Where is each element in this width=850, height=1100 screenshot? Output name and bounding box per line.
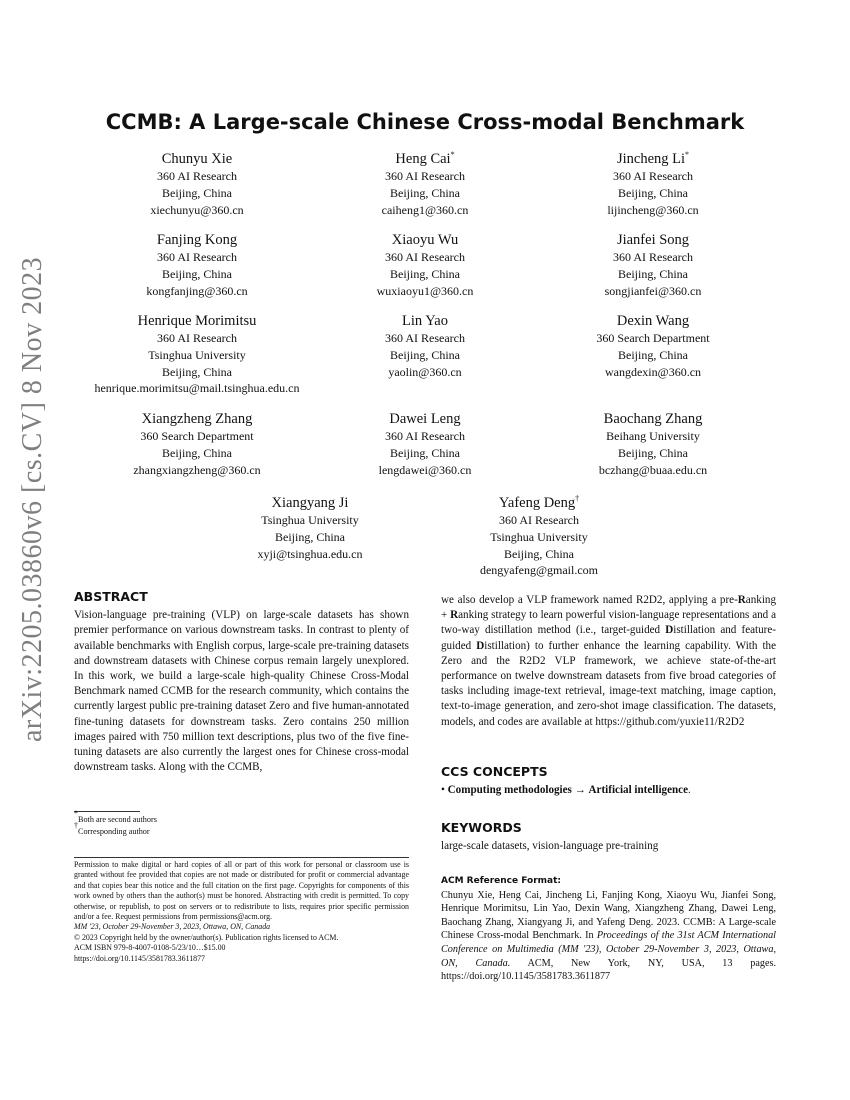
permission-text: Permission to make digital or hard copies of all or part of this work for personal or classroom use is granted without fee provided that copies are not made or distributed for profit or commercial advantage and that copies bear this notice and the full citation on the first page. Copyrights for components of this work owned by others than the author(s) must be honored. Abstracting with credit is permitted. To copy otherwise, or republish, to post on servers or to redistribute to lists, requires prior specific permission and/or a fee. Request permissions from permissions@acm.org. xyxy=(74,860,409,922)
author-xiangyang-ji xyxy=(185,494,435,562)
keywords-text: large-scale datasets, vision-language pre-training xyxy=(441,840,659,853)
author-lin-yao xyxy=(300,312,550,380)
author-location: Beijing, China xyxy=(162,185,232,200)
author-email: zhangxiangzheng@360.cn xyxy=(133,462,261,477)
author-affiliation: 360 AI Research xyxy=(157,250,237,264)
author-email: lengdawei@360.cn xyxy=(378,462,472,477)
keywords-section xyxy=(441,820,776,854)
author-location: Beijing, China xyxy=(618,445,688,460)
author-email: dengyafeng@gmail.com xyxy=(479,563,598,578)
author-xiaoyu-wu xyxy=(300,231,550,299)
footnote-second-authors: *Both are second authors xyxy=(74,809,157,824)
ccs-heading: CCS CONCEPTS xyxy=(441,764,548,779)
author-email: lijincheng@360.cn xyxy=(607,202,699,217)
author-location: Beijing, China xyxy=(162,364,232,379)
abstract-heading: ABSTRACT xyxy=(74,589,148,604)
conference-line: MM '23, October 29-November 3, 2023, Ottawa, ON, Canada xyxy=(74,922,271,932)
author-location: Beijing, China xyxy=(162,266,232,281)
author-dexin-wang xyxy=(528,312,778,380)
abstract-continued xyxy=(441,593,776,730)
author-affiliation: 360 AI Research xyxy=(613,169,693,183)
author-fanjing-kong xyxy=(72,231,322,299)
author-name: Dexin Wang xyxy=(616,313,690,329)
author-name: Baochang Zhang xyxy=(603,411,703,427)
abstract-section xyxy=(74,589,409,775)
author-email: yaolin@360.cn xyxy=(388,364,462,379)
author-name: Dawei Leng xyxy=(389,411,461,427)
author-jincheng-li xyxy=(528,150,778,218)
author-location: Beijing, China xyxy=(618,185,688,200)
author-location: Beijing, China xyxy=(390,266,460,281)
acm-reference-text: Chunyu Xie, Heng Cai, Jincheng Li, Fanjing Kong, Xiaoyu Wu, Jianfei Song, Henrique Morimitsu, Lin Yao, Dexin Wang, Xiangzheng Zhang, Dawei Leng, Baochang Zhang, Xiangyang Ji, and Yafeng Deng. 2023. CCMB: A Large-scale Chinese Cross-modal Benchmark. In Proceedings of the 31st ACM International Conference on Multimedia (MM '23), October 29-November 3, 2023, Ottawa, ON, Canada. ACM, New York, NY, USA, 13 pages. https://doi.org/10.1145/3581783.3611877 xyxy=(441,889,776,983)
ccs-section xyxy=(441,764,776,798)
author-affiliation: 360 AI Research xyxy=(385,250,465,264)
abstract-text-right: we also develop a VLP framework named R2D2, applying a pre-Ranking + Ranking strategy to learn powerful vision-language representations and a two-way distillation method (i.e., target-guided Distillation and feature-guided Distillation) to further enhance the learning capability. With the Zero and the R2D2 VLP framework, we achieve state-of-the-art performance on twelve downstream datasets from five broad categories of tasks including image-text retrieval, image-text matching, image caption, text-to-image generation, and zero-shot image classification. The datasets, models, and codes are available at https://github.com/yuxie11/R2D2 xyxy=(441,594,777,728)
author-location: Beijing, China xyxy=(162,445,232,460)
acm-reference xyxy=(441,875,776,984)
author-affiliation: 360 AI Research xyxy=(385,429,465,443)
keywords-heading: KEYWORDS xyxy=(441,820,522,835)
author-email: xiechunyu@360.cn xyxy=(150,202,244,217)
doi-link[interactable]: https://doi.org/10.1145/3581783.3611877 xyxy=(74,953,206,963)
author-jianfei-song xyxy=(528,231,778,299)
paper-title: CCMB: A Large-scale Chinese Cross-modal Benchmark xyxy=(105,110,745,134)
author-email: songjianfei@360.cn xyxy=(604,283,702,298)
isbn-line: ACM ISBN 979-8-4007-0108-5/23/10…$15.00 xyxy=(74,943,226,953)
author-email: henrique.morimitsu@mail.tsinghua.edu.cn xyxy=(94,381,300,396)
author-affiliation: 360 Search Department xyxy=(596,331,710,345)
author-location: Beijing, China xyxy=(618,266,688,281)
permission-divider xyxy=(74,857,409,858)
abstract-text-left: Vision-language pre-training (VLP) on large-scale datasets has shown premier performance on various downstream tasks. In contrast to plenty of available benchmarks with English corpus, large-scale pre-training datasets and downstream datasets with Chinese corpus remain largely unexplored. In this work, we build a large-scale high-quality Chinese Cross-Modal Benchmark named CCMB for the research community, which contains the currently largest public pre-training dataset Zero and five human-annotated fine-tuning datasets for downstream tasks. Zero contains 250 million images paired with 750 million text descriptions, plus two of the five fine-tuning datasets are also currently the largest ones for Chinese cross-modal downstream tasks. Along with the CCMB, xyxy=(74,609,409,774)
author-affiliation-2: Tsinghua University xyxy=(490,529,588,544)
author-name: Jianfei Song xyxy=(616,232,690,248)
author-location: Beijing, China xyxy=(390,185,460,200)
author-henrique-morimitsu xyxy=(72,312,322,397)
footnotes xyxy=(74,809,157,838)
permission-block xyxy=(74,860,409,964)
author-affiliation: 360 AI Research xyxy=(157,331,237,345)
author-chunyu-xie xyxy=(72,150,322,218)
author-email: bczhang@buaa.edu.cn xyxy=(598,462,708,477)
footnote-corresponding: †Corresponding author xyxy=(74,821,150,836)
footnote-divider xyxy=(74,811,140,812)
author-email: xyji@tsinghua.edu.cn xyxy=(257,546,363,561)
author-location: Beijing, China xyxy=(618,347,688,362)
author-name: Xiangzheng Zhang xyxy=(141,411,253,427)
author-name: Lin Yao xyxy=(402,313,448,329)
author-affiliation: 360 AI Research xyxy=(385,331,465,345)
author-email: wuxiaoyu1@360.cn xyxy=(376,283,474,298)
author-email: kongfanjing@360.cn xyxy=(146,283,248,298)
author-name: Heng Cai* xyxy=(395,150,455,167)
author-affiliation: Tsinghua University xyxy=(261,513,359,527)
author-location: Beijing, China xyxy=(390,347,460,362)
author-name: Jincheng Li* xyxy=(616,150,690,167)
author-name: Xiaoyu Wu xyxy=(391,232,459,248)
author-affiliation: 360 Search Department xyxy=(140,429,254,443)
author-location: Beijing, China xyxy=(275,529,345,544)
author-heng-cai xyxy=(300,150,550,218)
author-name: Henrique Morimitsu xyxy=(137,313,257,329)
author-dawei-leng xyxy=(300,410,550,478)
author-name: Yafeng Deng† xyxy=(498,494,580,511)
ccs-concepts: • Computing methodologies → Artificial intelligence. xyxy=(441,784,691,797)
author-email: caiheng1@360.cn xyxy=(381,202,469,217)
author-affiliation-2: Tsinghua University xyxy=(148,347,246,362)
author-affiliation: 360 AI Research xyxy=(613,250,693,264)
copyright-line: © 2023 Copyright held by the owner/author(s). Publication rights licensed to ACM. xyxy=(74,932,339,942)
author-email: wangdexin@360.cn xyxy=(604,364,702,379)
author-name: Fanjing Kong xyxy=(156,232,238,248)
author-affiliation: 360 AI Research xyxy=(499,513,579,527)
acm-reference-heading: ACM Reference Format: xyxy=(441,876,561,886)
author-baochang-zhang xyxy=(528,410,778,478)
author-name: Xiangyang Ji xyxy=(271,495,349,511)
author-affiliation: 360 AI Research xyxy=(385,169,465,183)
author-name: Chunyu Xie xyxy=(161,151,233,167)
author-affiliation: Beihang University xyxy=(606,429,700,443)
arxiv-stamp: arXiv:2205.03860v6 [cs.CV] 8 Nov 2023 xyxy=(17,256,48,742)
author-xiangzheng-zhang xyxy=(72,410,322,478)
author-location: Beijing, China xyxy=(504,546,574,561)
author-yafeng-deng xyxy=(414,494,664,579)
author-affiliation: 360 AI Research xyxy=(157,169,237,183)
author-location: Beijing, China xyxy=(390,445,460,460)
